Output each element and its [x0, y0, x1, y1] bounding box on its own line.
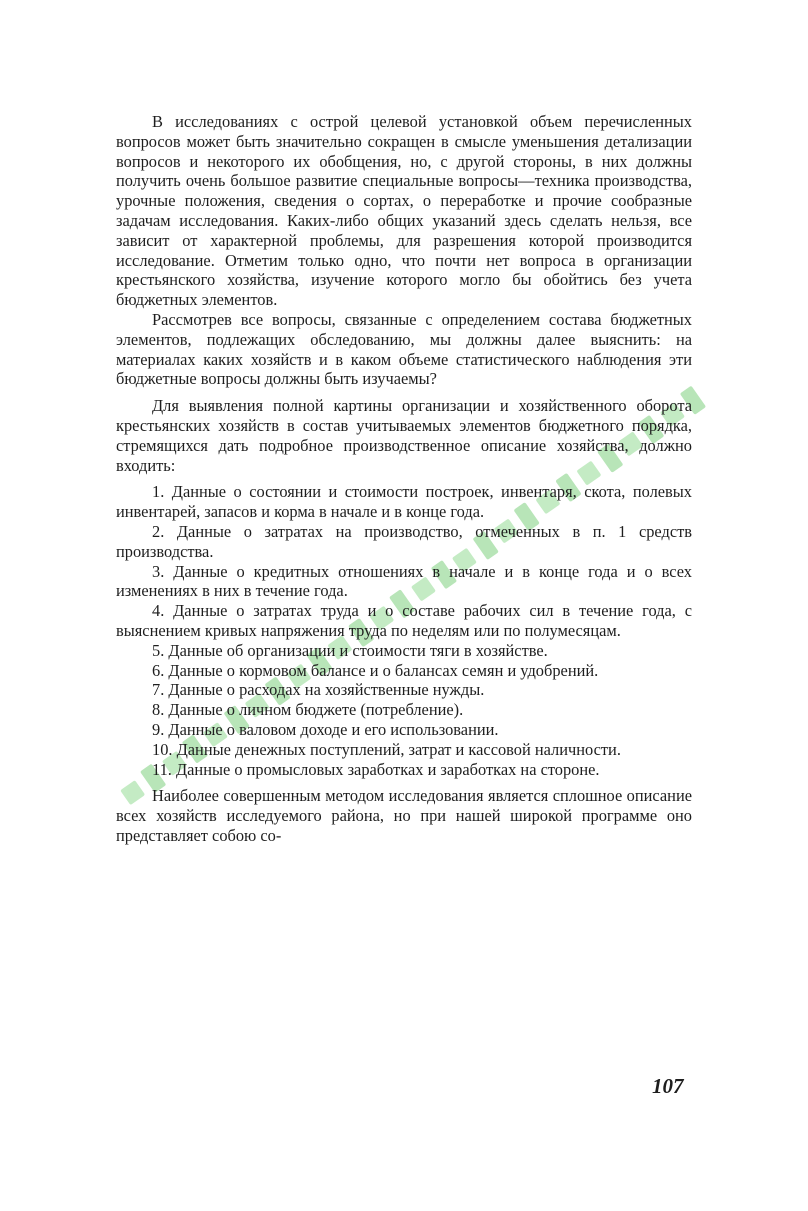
list-item: 1. Данные о состоянии и стоимости построек, инвентаря, скота, полевых инвентарей, запасов и корма в начале и в конце года.: [116, 482, 692, 522]
list-item: 4. Данные о затратах труда и о составе рабочих сил в течение года, с выяснением кривых напряжения труда по неделям или по полумесяцам.: [116, 601, 692, 640]
closing-paragraph: Наиболее совершенным методом исследования является сплошное описание всех хозяйств исследуемого района, но при нашей широкой программе оно представляет собою со-: [116, 786, 692, 845]
list-item: 9. Данные о валовом доходе и его использовании.: [152, 719, 499, 739]
list-item: 2. Данные о затратах на производство, отмеченных в п. 1 средств производства.: [116, 521, 692, 561]
list-item: 10. Данные денежных поступлений, затрат и кассовой наличности.: [152, 739, 621, 759]
list-item: 11. Данные о промысловых заработках и заработках на стороне.: [152, 759, 600, 779]
list-item: 8. Данные о личном бюджете (потребление).: [152, 700, 464, 720]
list-item: 5. Данные об организации и стоимости тяги в хозяйстве.: [152, 640, 548, 660]
page-number: 107: [652, 1074, 684, 1098]
list-item: 3. Данные о кредитных отношениях в начале и в конце года и о всех изменениях в них в течение года.: [116, 561, 692, 601]
list-item: 7. Данные о расходах на хозяйственные нужды.: [152, 680, 485, 700]
paragraph-2: Рассмотрев все вопросы, связанные с определением состава бюджетных элементов, подлежащих обследованию, мы должны далее выяснить: на материалах каких хозяйств и в каком объеме статистического наблюдения эти бюджетные вопросы должны быть изучаемы?: [116, 309, 692, 389]
paragraph-1: В исследованиях с острой целевой установкой объем перечисленных вопросов может быть значительно сокращен в смысле уменьшения детализации вопросов и некоторого их обобщения, но, с другой стороны, в них должны получить очень большое развитие специальные вопросы—техника производства, урочные положения, сведения о сортах, о переработке и прочие сообразные задачам исследования. Каких-либо общих указаний здесь сделать нельзя, все зависит от характерной проблемы, для разрешения которой производится исследование. Отметим только одно, что почти нет вопроса в организации крестьянского хозяйства, изучение которого могло бы обойтись без учета бюджетных элементов.: [116, 112, 692, 310]
paragraph-3: Для выявления полной картины организации и хозяйственного оборота крестьянских хозяйств в состав учитываемых элементов бюджетного порядка, стремящихся дать подробное производственное описание хозяйства, должно входить:: [116, 396, 692, 475]
list-item: 6. Данные о кормовом балансе и о балансах семян и удобрений.: [152, 660, 599, 680]
page-body: [116, 112, 692, 846]
